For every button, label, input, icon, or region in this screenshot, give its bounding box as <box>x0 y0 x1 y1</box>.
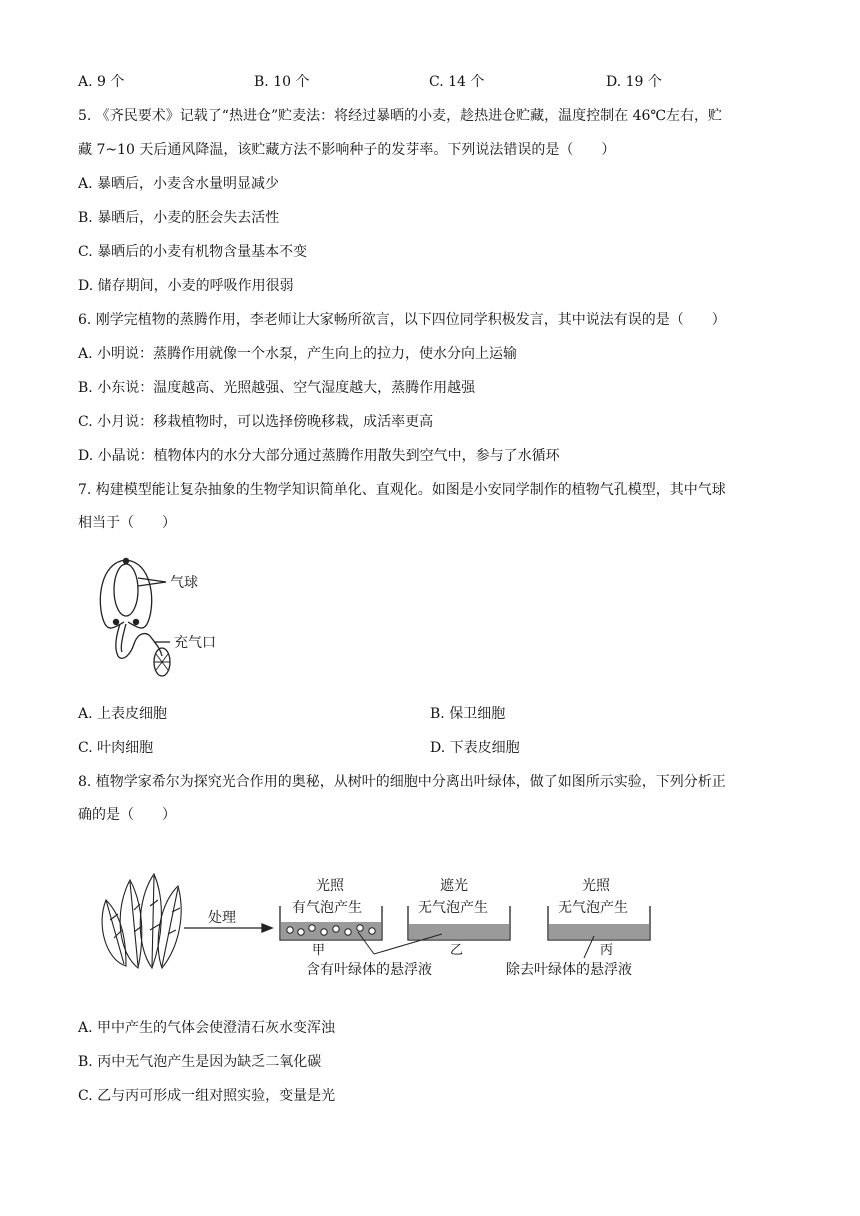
inlet-label: 充气口 <box>174 635 216 651</box>
balloon-label: 气球 <box>170 575 198 591</box>
stomata-model-figure <box>90 552 250 684</box>
without-chloroplast-label: 除去叶绿体的悬浮液 <box>506 962 632 978</box>
bing-label: 丙 <box>600 943 614 958</box>
process-label: 处理 <box>208 910 236 926</box>
beaker-yi <box>408 877 510 958</box>
yi-label: 乙 <box>450 943 464 958</box>
q5-option-d: D. 储存期间，小麦的呼吸作用很弱 <box>78 278 294 294</box>
q6-option-a: A. 小明说：蒸腾作用就像一个水泵，产生向上的拉力，使水分向上运输 <box>78 346 518 362</box>
q6-option-b: B. 小东说：温度越高、光照越强、空气湿度越大，蒸腾作用越强 <box>78 380 476 396</box>
jia-label: 甲 <box>312 943 326 958</box>
yi-bubble-label: 无气泡产生 <box>418 900 488 916</box>
bing-bubble-label: 无气泡产生 <box>558 900 628 916</box>
jia-bubble-label: 有气泡产生 <box>292 900 362 916</box>
q7-option-b: B. 保卫细胞 <box>430 706 506 722</box>
q8-stem-line2: 确的是（ ） <box>78 807 176 823</box>
q4-option-c: C. 14 个 <box>429 74 485 90</box>
q6-option-c: C. 小月说：移栽植物时，可以选择傍晚移栽，成活率更高 <box>78 414 434 430</box>
with-chloroplast-label: 含有叶绿体的悬浮液 <box>306 962 432 978</box>
q5-stem-line2: 藏 7~10 天后通风降温，该贮藏方法不影响种子的发芽率。下列说法错误的是（ ） <box>78 142 616 158</box>
beaker-jia <box>280 877 382 958</box>
q5-option-a: A. 暴晒后，小麦含水量明显减少 <box>78 176 280 192</box>
jia-light-label: 光照 <box>316 878 344 894</box>
yi-shade-label: 遮光 <box>440 878 468 894</box>
q6-stem: 6. 刚学完植物的蒸腾作用，李老师让大家畅所欲言，以下四位同学积极发言，其中说法有误的是（ ） <box>78 312 726 328</box>
q7-option-a: A. 上表皮细胞 <box>78 706 168 722</box>
q7-stem-line1: 7. 构建模型能让复杂抽象的生物学知识简单化、直观化。如图是小安同学制作的植物气孔模型，其中气球 <box>78 482 726 498</box>
hill-experiment-figure <box>96 870 676 982</box>
q7-option-d: D. 下表皮细胞 <box>430 740 520 756</box>
q5-option-c: C. 暴晒后的小麦有机物含量基本不变 <box>78 244 308 260</box>
q5-option-b: B. 暴晒后，小麦的胚会失去活性 <box>78 210 280 226</box>
q4-option-d: D. 19 个 <box>606 74 662 90</box>
q4-option-b: B. 10 个 <box>254 74 310 90</box>
q4-option-a: A. 9 个 <box>78 74 125 90</box>
beaker-bing <box>548 877 650 958</box>
q7-option-c: C. 叶肉细胞 <box>78 740 154 756</box>
q7-stem-line2: 相当于（ ） <box>78 515 176 531</box>
leaves-icon <box>102 874 181 968</box>
q6-option-d: D. 小晶说：植物体内的水分大部分通过蒸腾作用散失到空气中，参与了水循环 <box>78 448 560 464</box>
bing-light-label: 光照 <box>582 878 610 894</box>
q5-stem-line1: 5. 《齐民要术》记载了“热进仓”贮麦法：将经过暴晒的小麦，趁热进仓贮藏，温度控制在 46℃左右，贮 <box>78 108 723 124</box>
q8-option-b: B. 丙中无气泡产生是因为缺乏二氧化碳 <box>78 1054 322 1070</box>
q8-option-c: C. 乙与丙可形成一组对照实验，变量是光 <box>78 1088 336 1104</box>
q8-stem-line1: 8. 植物学家希尔为探究光合作用的奥秘，从树叶的细胞中分离出叶绿体，做了如图所示实验，下列分析正 <box>78 774 726 790</box>
q8-option-a: A. 甲中产生的气体会使澄清石灰水变浑浊 <box>78 1020 336 1036</box>
